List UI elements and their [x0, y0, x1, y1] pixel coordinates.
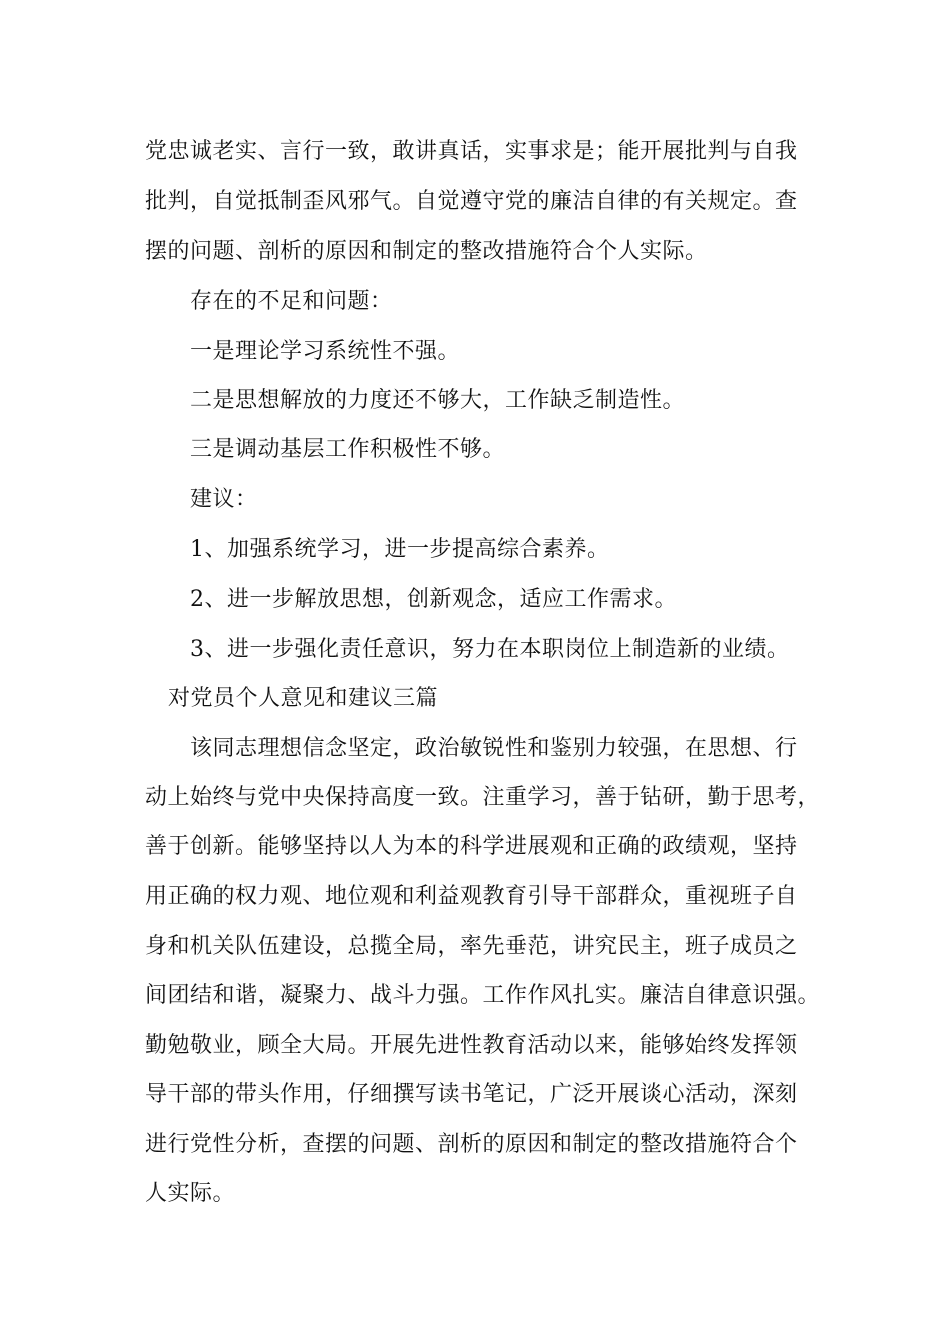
paragraph-line: 党忠诚老实、言行一致，敢讲真话，实事求是；能开展批判与自我: [145, 139, 798, 164]
shortcoming-item: 一是理论学习系统性不强。: [190, 339, 461, 364]
paragraph-line: 摆的问题、剖析的原因和制定的整改措施符合个人实际。: [145, 239, 708, 264]
paragraph-line: 导干部的带头作用，仔细撰写读书笔记，广泛开展谈心活动，深刻: [145, 1082, 798, 1107]
suggestion-item: 2、进一步解放思想，创新观念，适应工作需求。: [190, 587, 677, 612]
suggestion-item: 3、进一步强化责任意识，努力在本职岗位上制造新的业绩。: [190, 637, 790, 662]
paragraph-line: 用正确的权力观、地位观和利益观教育引导干部群众，重视班子自: [145, 884, 798, 909]
paragraph-line: 进行党性分析，查摆的问题、剖析的原因和制定的整改措施符合个: [145, 1132, 798, 1157]
section-heading: 对党员个人意见和建议三篇: [168, 686, 439, 711]
paragraph-line: 间团结和谐，凝聚力、战斗力强。工作作风扎实。廉洁自律意识强。: [145, 983, 821, 1008]
suggestion-item: 1、加强系统学习，进一步提高综合素养。: [190, 537, 610, 562]
paragraph-line: 动上始终与党中央保持高度一致。注重学习，善于钻研，勤于思考，: [145, 785, 821, 810]
shortcoming-item: 三是调动基层工作积极性不够。: [190, 437, 506, 462]
paragraph-line: 善于创新。能够坚持以人为本的科学进展观和正确的政绩观，坚持: [145, 834, 798, 859]
paragraph-line: 批判，自觉抵制歪风邪气。自觉遵守党的廉洁自律的有关规定。查: [145, 189, 798, 214]
shortcoming-item: 二是思想解放的力度还不够大，工作缺乏制造性。: [190, 388, 686, 413]
paragraph-line: 勤勉敬业，顾全大局。开展先进性教育活动以来，能够始终发挥领: [145, 1033, 798, 1058]
paragraph-line: 身和机关队伍建设，总揽全局，率先垂范，讲究民主，班子成员之: [145, 934, 798, 959]
paragraph-line: 人实际。: [145, 1181, 236, 1206]
shortcomings-title: 存在的不足和问题：: [190, 289, 393, 314]
paragraph-line: 该同志理想信念坚定，政治敏锐性和鉴别力较强，在思想、行: [190, 736, 798, 761]
suggestions-title: 建议：: [190, 487, 258, 512]
